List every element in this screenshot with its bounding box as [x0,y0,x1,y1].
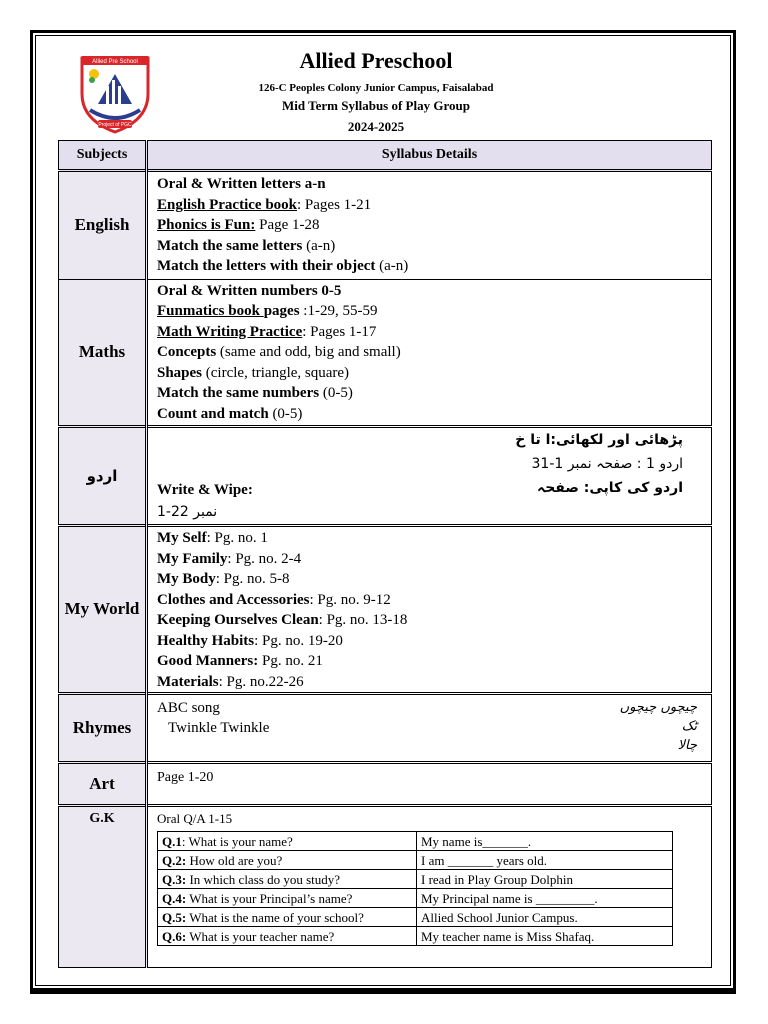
subject-maths: Maths [59,279,147,427]
urdu-line: نمبر 22-1 [157,504,218,520]
row-maths [59,279,712,427]
english-line: Oral & Written letters a-n [157,176,326,192]
subject-gk: G.K [59,806,147,968]
question-cell: Q.3: In which class do you study? [158,869,417,888]
table-header-row [59,141,712,171]
urdu-rhyme-item: ٹک [681,719,697,734]
urdu-line: پڑھائی اور لکھائی:ا تا خ [515,432,683,448]
svg-text:Allied Pre School: Allied Pre School [92,59,138,65]
english-details [147,171,712,280]
question-cell: Q.2: How old are you? [158,850,417,869]
my-world-line: Materials: Pg. no.22-26 [157,673,304,690]
question-cell: Q.1: What is your name? [158,831,417,850]
my-world-line: Clothes and Accessories: Pg. no. 9-12 [157,591,391,608]
maths-line: Shapes (circle, triangle, square) [157,364,350,381]
academic-year: 2024-2025 [347,119,405,134]
syllabus-title: Mid Term Syllabus of Play Group [282,98,470,113]
english-line: Phonics is Fun: Page 1-28 [157,217,320,233]
maths-line: Count and match (0-5) [157,405,303,422]
row-urdu [59,427,712,526]
table-row [158,926,673,945]
urdu-rhyme-item: چالا [677,738,697,753]
art-details: Page 1-20 [147,763,712,806]
maths-line: Match the same numbers (0-5) [157,385,353,401]
subject-my-world: My World [59,526,147,694]
gk-qa-table [157,831,673,946]
row-art [59,763,712,806]
row-english [59,171,712,280]
question-cell: Q.4: What is your Principal’s name? [158,888,417,907]
subject-rhymes: Rhymes [59,694,147,763]
question-cell: Q.5: What is the name of your school? [158,907,417,926]
subject-english: English [59,171,147,280]
campus-address: 126-C Peoples Colony Junior Campus, Faisalabad [258,82,494,94]
rhyme-item: ABC song [157,700,220,716]
header-syllabus-details: Syllabus Details [147,141,712,171]
urdu-line: اردو کی کاپی: صفحہ [537,480,683,496]
urdu-rhymes [620,698,697,755]
my-world-line: Healthy Habits: Pg. no. 19-20 [157,632,343,649]
row-gk [59,806,712,968]
answer-cell: I read in Play Group Dolphin [417,869,673,888]
urdu-rhyme-item: چیچوں چیچوں [619,700,697,715]
table-row [158,869,673,888]
answer-cell: My teacher name is Miss Shafaq. [417,926,673,945]
maths-details [147,279,712,427]
table-row [158,888,673,907]
rhymes-details [147,694,712,763]
my-world-line: My Body: Pg. no. 5-8 [157,571,290,587]
subject-urdu: اردو [59,427,147,526]
maths-line: Funmatics book pages :1-29, 55-59 [157,303,378,319]
syllabus-table [58,140,712,968]
gk-details [147,806,712,968]
table-row [158,850,673,869]
page-bottom-rule [30,991,736,994]
row-my-world [59,526,712,694]
write-wipe-label: Write & Wipe: [157,482,253,498]
my-world-line: My Self: Pg. no. 1 [157,530,268,546]
maths-line: Concepts (same and odd, big and small) [157,344,401,360]
question-cell: Q.6: What is your teacher name? [158,926,417,945]
table-row [158,907,673,926]
english-line: English Practice book: Pages 1-21 [157,196,372,213]
answer-cell: My Principal name is _________. [417,888,673,907]
header-subjects: Subjects [59,141,147,171]
svg-text:Project of PGC: Project of PGC [98,122,132,128]
my-world-line: Keeping Ourselves Clean: Pg. no. 13-18 [157,612,408,628]
document-header [40,40,712,140]
table-row [158,831,673,850]
urdu-line: اردو 1 : صفحہ نمبر 1-31 [531,456,683,472]
rhyme-item: Twinkle Twinkle [168,720,270,736]
maths-line: Oral & Written numbers 0-5 [157,282,342,299]
answer-cell: Allied School Junior Campus. [417,907,673,926]
gk-intro: Oral Q/A 1-15 [157,811,233,826]
my-world-line: Good Manners: Pg. no. 21 [157,653,323,669]
my-world-details [147,526,712,694]
answer-cell: My name is_______. [417,831,673,850]
my-world-line: My Family: Pg. no. 2-4 [157,550,302,567]
english-line: Match the same letters (a-n) [157,237,336,254]
subject-art: Art [59,763,147,806]
school-name: Allied Preschool [299,48,453,73]
urdu-details [147,427,712,526]
row-rhymes [59,694,712,763]
answer-cell: I am _______ years old. [417,850,673,869]
maths-line: Math Writing Practice: Pages 1-17 [157,323,377,340]
english-line: Match the letters with their object (a-n) [157,258,409,274]
